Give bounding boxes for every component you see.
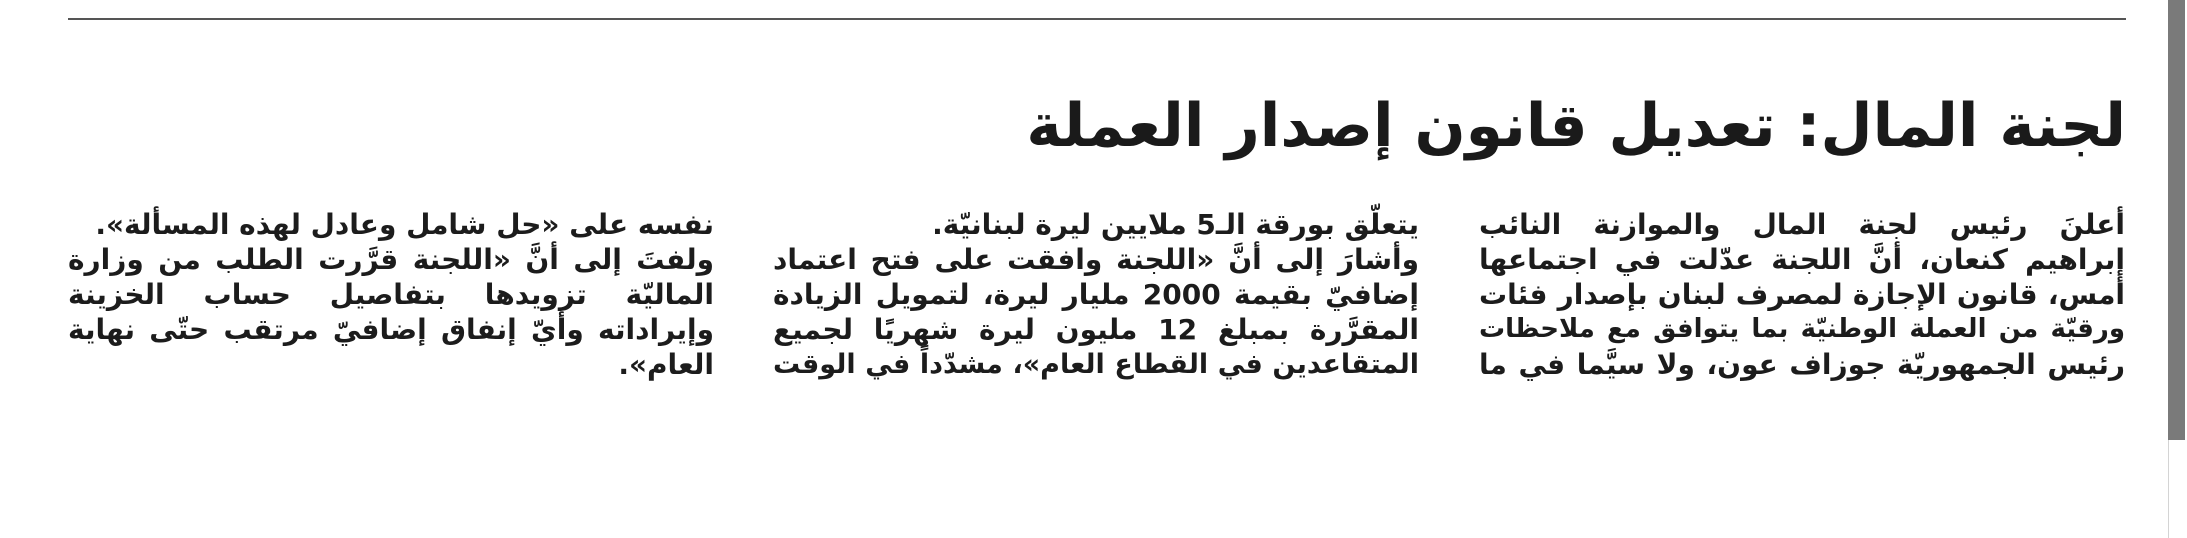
text-line: إضافيّ بقيمة 2000 مليار ليرة، لتمويل الزيادة <box>773 278 1419 311</box>
text-line: العام». <box>618 348 714 381</box>
text-line: يتعلّق بورقة الـ5 ملايين ليرة لبنانيّة. <box>932 208 1419 241</box>
text-line: وأشارَ إلى أنَّ «اللجنة وافقت على فتح اعتماد <box>773 243 1419 276</box>
article-column-1 <box>1479 207 2125 382</box>
top-rule <box>68 18 2126 20</box>
article-column-3 <box>68 207 714 382</box>
text-line: ولفتَ إلى أنَّ «اللجنة قرَّرت الطلب من وزارة <box>68 243 714 276</box>
text-line: ورقيّة من العملة الوطنيّة بما يتوافق مع ملاحظات <box>1479 314 2125 344</box>
text-line: نفسه على «حل شامل وعادل لهذه المسألة». <box>95 208 714 241</box>
text-line: أمس، قانون الإجازة لمصرف لبنان بإصدار فئات <box>1479 278 2125 311</box>
article-column-2 <box>773 207 1419 382</box>
article-headline: لجنة المال: تعديل قانون إصدار العملة <box>1026 91 2126 161</box>
text-line: المتقاعدين في القطاع العام»، مشدّداً في الوقت <box>773 349 1419 380</box>
text-line: إبراهيم كنعان، أنَّ اللجنة عدّلت في اجتماعها <box>1479 243 2125 276</box>
text-line: وإيراداته وأيّ إنفاق إضافيّ مرتقب حتّى نهاية <box>68 313 714 346</box>
article-body <box>0 207 2187 457</box>
text-line: أعلنَ رئيس لجنة المال والموازنة النائب <box>1479 208 2125 241</box>
text-line: رئيس الجمهوريّة جوزاف عون، ولا سيَّما في ما <box>1479 348 2125 381</box>
text-line: الماليّة تزويدها بتفاصيل حساب الخزينة <box>68 278 714 311</box>
text-line: المقرَّرة بمبلغ 12 مليون ليرة شهريًا لجميع <box>773 313 1419 346</box>
